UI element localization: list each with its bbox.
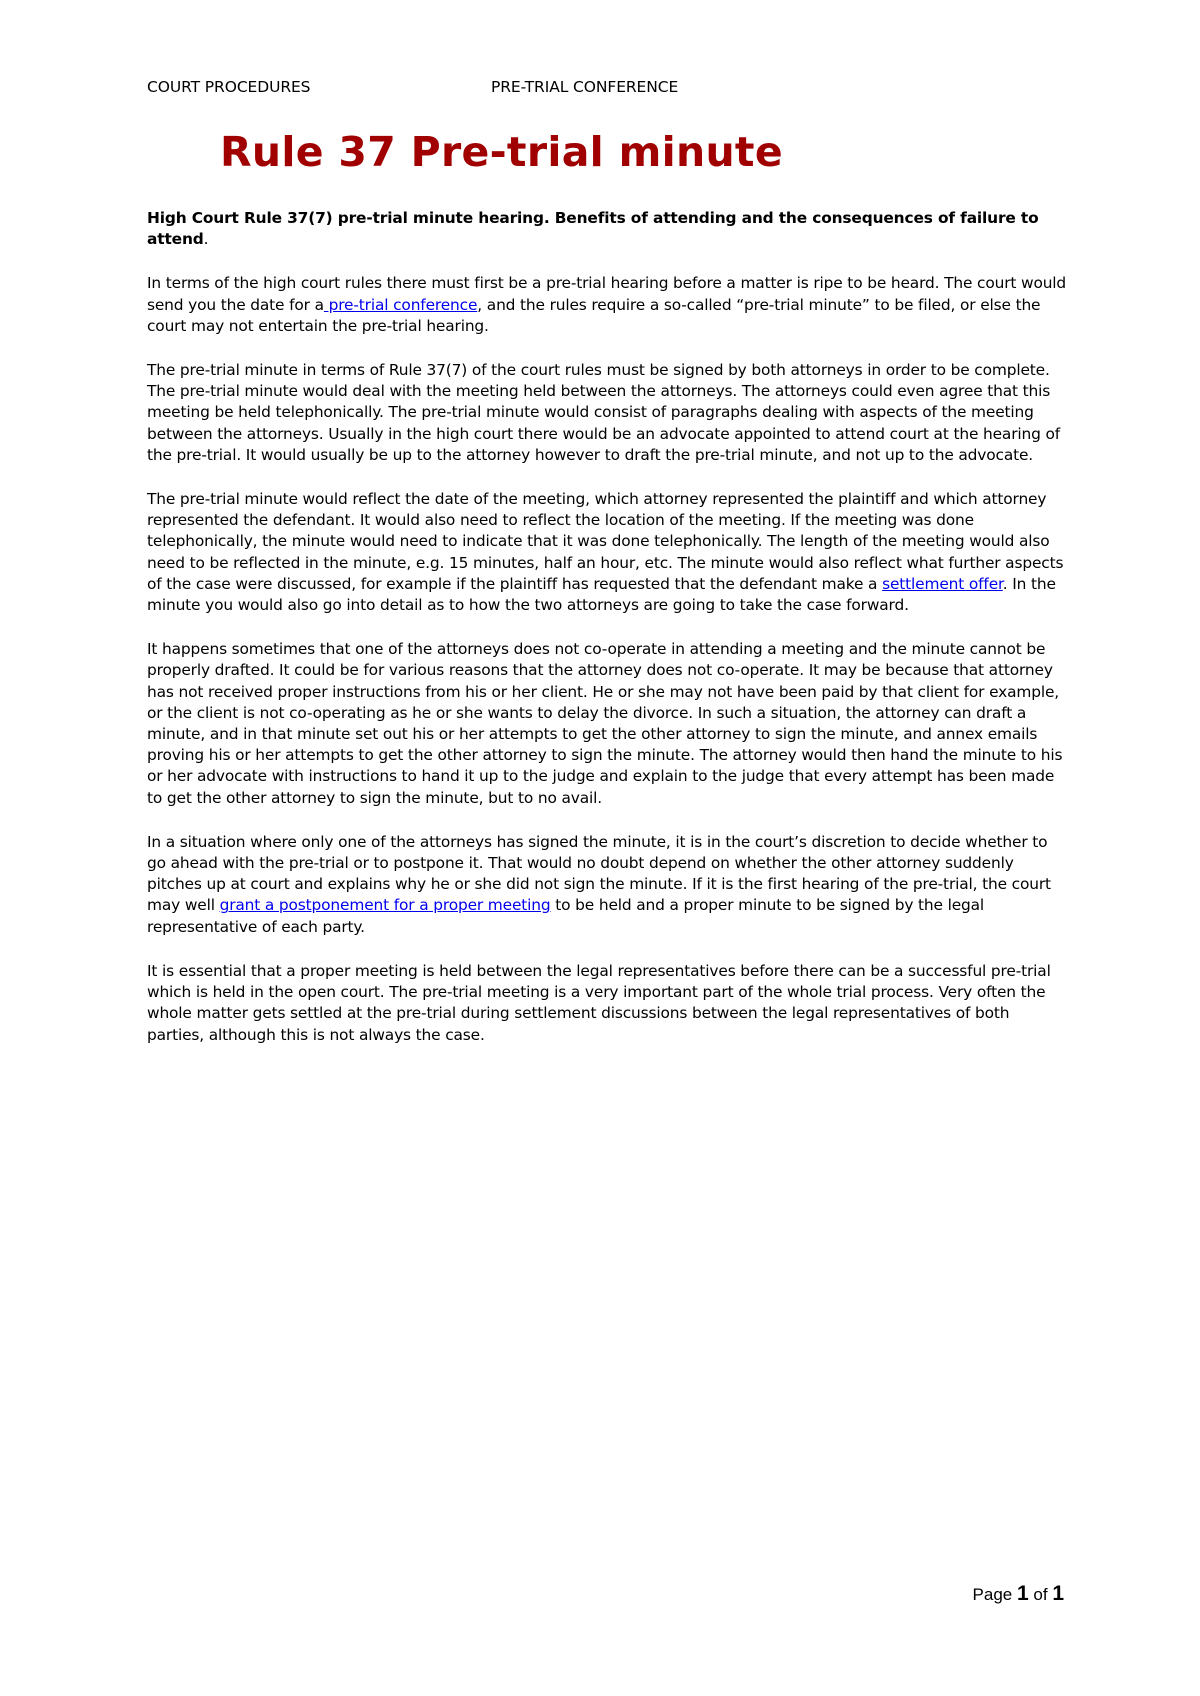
total-page-number: 1 [1052, 1582, 1064, 1605]
paragraph-3 [147, 489, 1069, 616]
postponement-link[interactable]: grant a postponement for a proper meeting [219, 896, 551, 915]
paragraph-5-text-b: to be held and a proper minute to be signed by the legal representative of each party. [147, 896, 985, 936]
page-header [147, 78, 1087, 98]
paragraph-3-text-b: . In the minute you would also go into detail as to how the two attorneys are going to take the case forward. [147, 574, 1056, 615]
paragraph-1-text-a: In terms of the high court rules there must first be a pre-trial hearing before a matter is ripe to be heard. The court would send you the date for a [147, 274, 1067, 314]
header-topic-label: PRE-TRIAL CONFERENCE [491, 78, 679, 96]
current-page-number: 1 [1016, 1582, 1029, 1605]
pre-trial-conference-link[interactable]: pre-trial conference [323, 295, 478, 314]
lead-tail-text: . [203, 230, 209, 249]
article-body [147, 208, 1069, 1069]
paragraph-5 [147, 832, 1069, 938]
header-section-label: COURT PROCEDURES [147, 78, 311, 96]
paragraph-1-text-b: , and the rules require a so-called “pre-trial minute” to be filed, or else the court may not entertain the pre-trial hearing. [147, 295, 1041, 335]
paragraph-6: It is essential that a proper meeting is held between the legal representatives before there can be a successful pre-trial which is held in the open court. The pre-trial meeting is a very important part of the whole trial process. Very often the whole matter gets settled at the pre-trial during settlement discussions between the legal representatives of both parties, although this is not always the case. [147, 961, 1051, 1044]
page-word: Page [972, 1585, 1013, 1604]
lead-bold-text: High Court Rule 37(7) pre-trial minute hearing. Benefits of attending and the consequences of failure to attend [147, 209, 1039, 249]
paragraph-5-text-a: In a situation where only one of the attorneys has signed the minute, it is in the court’s discretion to decide whether to go ahead with the pre-trial or to postpone it. That would no doubt depend on whether the other attorney suddenly pitches up at court and explains why he or she did not sign the minute. If it is the first hearing of the pre-trial, the court may well [147, 832, 1051, 915]
paragraph-4: It happens sometimes that one of the attorneys does not co-operate in attending a meeting and the minute cannot be properly drafted. It could be for various reasons that the attorney does not co-operate. It may be because that attorney has not received proper instructions from his or her client. He or she may not have been paid by that client for example, or the client is not co-operating as he or she wants to delay the divorce. In such a situation, the attorney can draft a minute, and in that minute set out his or her attempts to get the other attorney to sign the minute, and annex emails proving his or her attempts to get the other attorney to sign the minute. The attorney would then hand the minute to his or her advocate with instructions to hand it up to the judge and explain to the judge that every attempt has been made to get the other attorney to sign the minute, but to no avail. [147, 640, 1063, 807]
settlement-offer-link[interactable]: settlement offer [882, 574, 1003, 593]
paragraph-3-text-a: The pre-trial minute would reflect the date of the meeting, which attorney represented the plaintiff and which attorney represented the defendant. It would also need to reflect the location of the meeting. If the meeting was done telephonically, the minute would need to indicate that it was done telephonically. The length of the meeting would also need to be reflected in the minute, e.g. 15 minutes, half an hour, etc. The minute would also reflect what further aspects of the case were discussed, for example if the plaintiff has requested that the defendant make a [147, 490, 1064, 593]
page-number-footer [973, 1582, 1064, 1606]
lead-paragraph [147, 208, 1069, 250]
of-word: of [1033, 1585, 1048, 1604]
paragraph-1 [147, 273, 1069, 337]
page-title: Rule 37 Pre-trial minute [220, 128, 783, 176]
paragraph-2: The pre-trial minute in terms of Rule 37(7) of the court rules must be signed by both attorneys in order to be complete. The pre-trial minute would deal with the meeting held between the attorneys. The attorneys could even agree that this meeting be held telephonically. The pre-trial minute would consist of paragraphs dealing with aspects of the meeting between the attorneys. Usually in the high court there would be an advocate appointed to attend court at the hearing of the pre-trial. It would usually be up to the attorney however to draft the pre-trial minute, and not up to the advocate. [147, 361, 1061, 464]
